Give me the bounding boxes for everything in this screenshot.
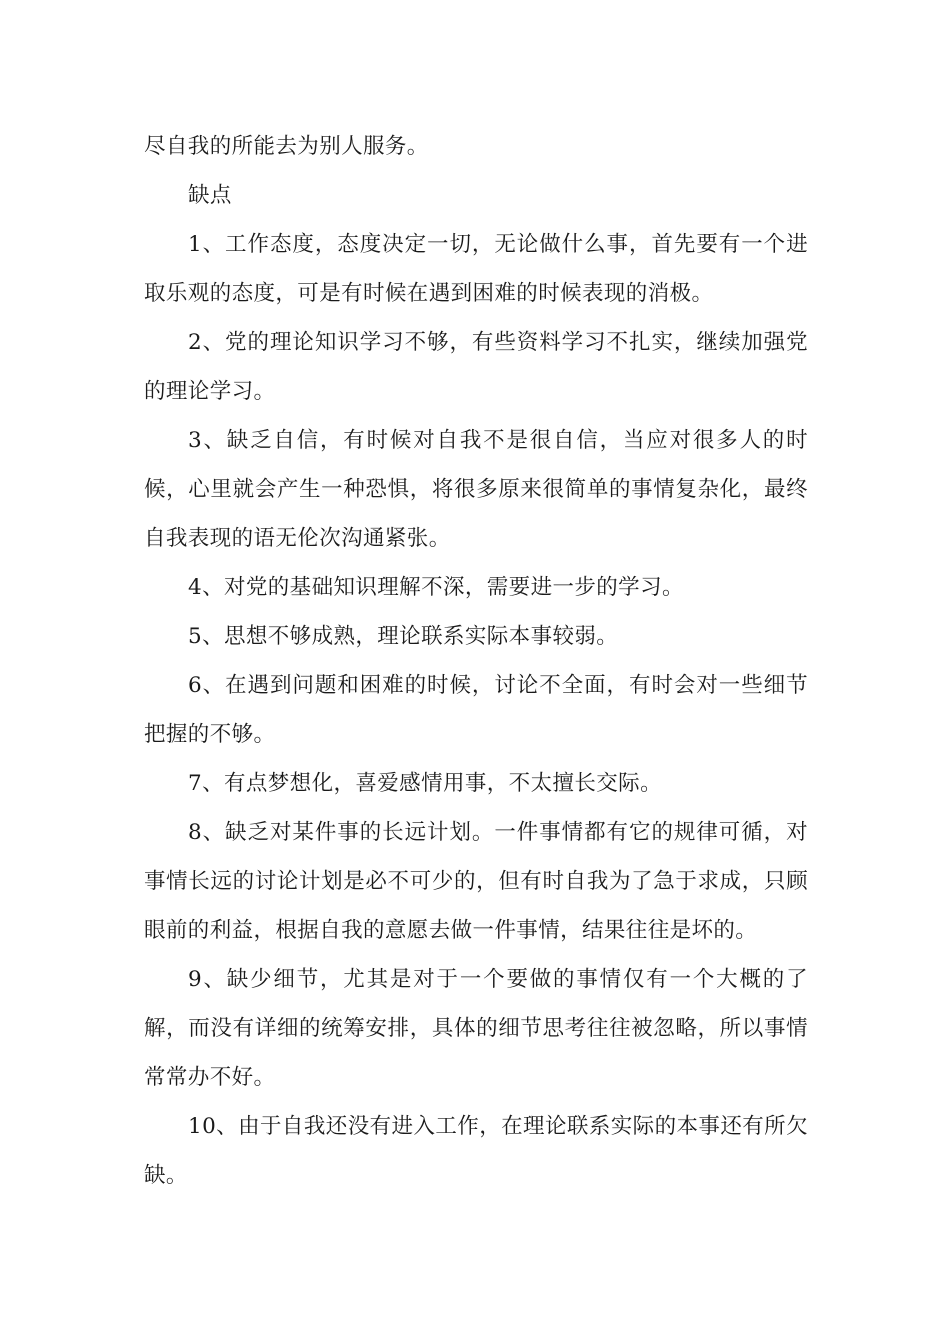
section-heading-shortcomings: 缺点: [188, 183, 232, 208]
document-body: [144, 122, 808, 1200]
shortcoming-item-10: 10、由于自我还没有进入工作，在理论联系实际的本事还有所欠缺。: [144, 1114, 808, 1188]
shortcoming-item-8: 8、缺乏对某件事的长远计划。一件事情都有它的规律可循，对事情长远的讨论计划是必不可少的，但有时自我为了急于求成，只顾眼前的利益，根据自我的意愿去做一件事情，结果往往是坏的。: [144, 820, 808, 943]
shortcoming-item-5: 5、思想不够成熟，理论联系实际本事较弱。: [188, 624, 619, 649]
shortcoming-item-6: 6、在遇到问题和困难的时候，讨论不全面，有时会对一些细节把握的不够。: [144, 673, 808, 747]
paragraph-continuation: 尽自我的所能去为别人服务。: [144, 134, 429, 159]
shortcoming-item-9: 9、缺少细节，尤其是对于一个要做的事情仅有一个大概的了解，而没有详细的统筹安排，具体的细节思考往往被忽略，所以事情常常办不好。: [144, 967, 808, 1090]
shortcoming-item-2: 2、党的理论知识学习不够，有些资料学习不扎实，继续加强党的理论学习。: [144, 330, 808, 404]
shortcoming-item-7: 7、有点梦想化，喜爱感情用事，不太擅长交际。: [188, 771, 662, 796]
shortcoming-item-3: 3、缺乏自信，有时候对自我不是很自信，当应对很多人的时候，心里就会产生一种恐惧，将很多原来很简单的事情复杂化，最终自我表现的语无伦次沟通紧张。: [144, 428, 808, 551]
shortcoming-item-4: 4、对党的基础知识理解不深，需要进一步的学习。: [188, 575, 684, 600]
shortcoming-item-1: 1、工作态度，态度决定一切，无论做什么事，首先要有一个进取乐观的态度，可是有时候在遇到困难的时候表现的消极。: [144, 232, 808, 306]
